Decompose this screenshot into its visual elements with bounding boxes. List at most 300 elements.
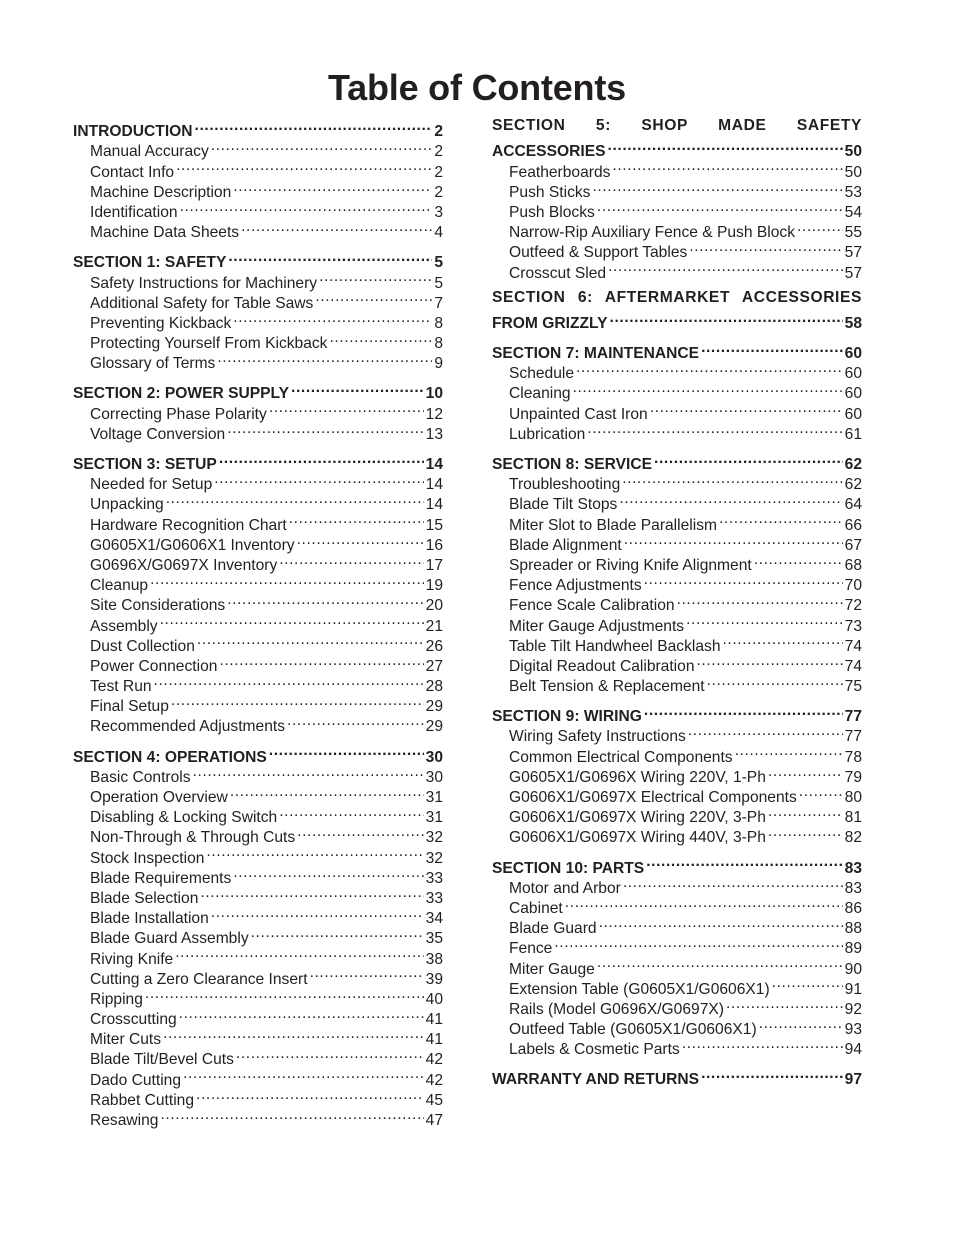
toc-page-number: 2 bbox=[434, 123, 443, 141]
toc-page-number: 42 bbox=[425, 1071, 443, 1089]
toc-page-number: 60 bbox=[844, 405, 862, 423]
toc-entry-label: Recommended Adjustments bbox=[90, 718, 286, 736]
toc-leader-dots bbox=[573, 378, 843, 398]
toc-entry-label: G0606X1/G0697X Wiring 440V, 3-Ph bbox=[509, 829, 766, 847]
toc-leader-dots bbox=[160, 1105, 423, 1125]
toc-leader-dots bbox=[677, 590, 843, 610]
toc-section-title: SECTION 2: POWER SUPPLY bbox=[73, 385, 290, 403]
toc-entry-label: Miter Gauge bbox=[509, 960, 595, 978]
toc-page-number: 27 bbox=[425, 657, 443, 675]
toc-entry-label: Miter Cuts bbox=[90, 1031, 162, 1049]
toc-page-number: 2 bbox=[434, 183, 443, 201]
toc-leader-dots bbox=[211, 136, 433, 156]
toc-entry-label: Identification bbox=[90, 203, 178, 221]
toc-leader-dots bbox=[689, 237, 842, 257]
toc-leader-dots bbox=[619, 489, 842, 509]
toc-leader-dots bbox=[154, 671, 424, 691]
toc-page-number: 55 bbox=[844, 224, 862, 242]
toc-page-number: 10 bbox=[425, 385, 443, 403]
toc-entry-label: Additional Safety for Table Saws bbox=[90, 294, 314, 312]
toc-leader-dots bbox=[726, 994, 843, 1014]
toc-page-number: 82 bbox=[844, 829, 862, 847]
toc-section-title: SECTION 4: OPERATIONS bbox=[73, 748, 267, 766]
toc-entry-label: Stock Inspection bbox=[90, 849, 205, 867]
toc-entry-label: Featherboards bbox=[509, 163, 611, 181]
toc-section bbox=[492, 701, 862, 847]
toc-page-number: 66 bbox=[844, 516, 862, 534]
toc-leader-dots bbox=[799, 782, 843, 802]
toc-entry-label: Blade Alignment bbox=[509, 536, 622, 554]
toc-page-number: 21 bbox=[425, 617, 443, 635]
toc-entry-label: Common Electrical Components bbox=[509, 748, 733, 766]
toc-leader-dots bbox=[608, 136, 843, 156]
toc-leader-dots bbox=[219, 449, 424, 469]
toc-page-number: 38 bbox=[425, 950, 443, 968]
toc-entry-label: Crosscutting bbox=[90, 1011, 177, 1029]
toc-page-number: 4 bbox=[434, 224, 443, 242]
toc-section-entry[interactable] bbox=[492, 136, 862, 161]
toc-leader-dots bbox=[565, 893, 843, 913]
toc-entry-label: Ripping bbox=[90, 990, 143, 1008]
toc-page-number: 15 bbox=[425, 516, 443, 534]
toc-entry-label: Motor and Arbor bbox=[509, 879, 621, 897]
toc-entry-label: Schedule bbox=[509, 365, 575, 383]
toc-leader-dots bbox=[233, 308, 432, 328]
toc-entry-label: Blade Guard Assembly bbox=[90, 930, 249, 948]
toc-page-number: 20 bbox=[425, 597, 443, 615]
toc-section-entry[interactable] bbox=[73, 247, 443, 272]
toc-page-number: 28 bbox=[425, 678, 443, 696]
toc-leader-dots bbox=[644, 701, 843, 721]
toc-page-number: 7 bbox=[434, 294, 443, 312]
toc-section-title: SECTION 7: MAINTENANCE bbox=[492, 345, 700, 363]
toc-entry-label: Blade Tilt/Bevel Cuts bbox=[90, 1051, 234, 1069]
toc-entry-label: Outfeed Table (G0605X1/G0606X1) bbox=[509, 1021, 757, 1039]
toc-entry-label: Fence Adjustments bbox=[509, 577, 642, 595]
toc-leader-dots bbox=[175, 943, 423, 963]
toc-leader-dots bbox=[279, 550, 423, 570]
toc-leader-dots bbox=[623, 873, 843, 893]
toc-leader-dots bbox=[200, 883, 423, 903]
toc-leader-dots bbox=[227, 419, 423, 439]
toc-leader-dots bbox=[269, 398, 424, 418]
toc-leader-dots bbox=[682, 1034, 843, 1054]
toc-page-number: 90 bbox=[844, 960, 862, 978]
toc-page-number: 45 bbox=[425, 1091, 443, 1109]
toc-page-number: 40 bbox=[425, 990, 443, 1008]
toc-entry-label: Cabinet bbox=[509, 899, 563, 917]
toc-leader-dots bbox=[183, 1064, 424, 1084]
toc-entry-label: Rails (Model G0696X/G0697X) bbox=[509, 1000, 724, 1018]
toc-page-number: 67 bbox=[844, 536, 862, 554]
toc-page-number: 73 bbox=[844, 617, 862, 635]
toc-page-number: 57 bbox=[844, 244, 862, 262]
toc-left-column bbox=[73, 116, 443, 1135]
toc-page-number: 31 bbox=[425, 809, 443, 827]
toc-leader-dots bbox=[287, 711, 424, 731]
toc-leader-dots bbox=[768, 762, 843, 782]
toc-page-number: 2 bbox=[434, 143, 443, 161]
toc-entry-label: Fence bbox=[509, 940, 553, 958]
toc-entry-label: Operation Overview bbox=[90, 789, 228, 806]
toc-page-number: 31 bbox=[425, 789, 443, 806]
toc-leader-dots bbox=[592, 177, 842, 197]
toc-leader-dots bbox=[610, 308, 843, 328]
toc-entry-label: Crosscut Sled bbox=[509, 264, 607, 282]
toc-page-number: 61 bbox=[844, 425, 862, 443]
toc-section-title: WARRANTY AND RETURNS bbox=[492, 1071, 700, 1089]
toc-page-number: 77 bbox=[844, 708, 862, 726]
toc-section-title: SECTION 9: WIRING bbox=[492, 708, 642, 726]
toc-entry-label: Fence Scale Calibration bbox=[509, 597, 675, 615]
toc-entry-label: Wiring Safety Instructions bbox=[509, 728, 686, 746]
toc-page-number: 13 bbox=[425, 425, 443, 443]
toc-entry-label: Push Blocks bbox=[509, 203, 595, 221]
toc-entry-label: Table Tilt Handwheel Backlash bbox=[509, 637, 721, 655]
toc-page-number: 89 bbox=[844, 940, 862, 958]
toc-page-number: 81 bbox=[844, 809, 862, 827]
toc-section-entry[interactable] bbox=[492, 449, 862, 473]
toc-leader-dots bbox=[171, 691, 424, 711]
toc-section-title: SECTION 1: SAFETY bbox=[73, 254, 227, 272]
toc-leader-dots bbox=[297, 530, 424, 550]
toc-page-number: 30 bbox=[425, 768, 443, 786]
toc-entry-label: Troubleshooting bbox=[509, 476, 621, 494]
toc-leader-dots bbox=[214, 469, 423, 489]
toc-page-number: 88 bbox=[844, 920, 862, 938]
toc-leader-dots bbox=[319, 267, 432, 287]
toc-entry-label: Extension Table (G0605X1/G0606X1) bbox=[509, 980, 770, 998]
toc-section-entry[interactable] bbox=[492, 308, 862, 332]
toc-page-number: 47 bbox=[425, 1112, 443, 1129]
toc-entry-label: Blade Selection bbox=[90, 889, 199, 907]
toc-section bbox=[73, 247, 443, 373]
toc-leader-dots bbox=[597, 197, 843, 217]
toc-entry-label: Site Considerations bbox=[90, 597, 226, 615]
toc-page-number: 77 bbox=[844, 728, 862, 746]
toc-entry-label: Outfeed & Support Tables bbox=[509, 244, 688, 262]
toc-page-number: 50 bbox=[844, 163, 862, 181]
toc-page-number: 8 bbox=[434, 314, 443, 332]
toc-leader-dots bbox=[701, 1064, 843, 1084]
toc-page-number: 78 bbox=[844, 748, 862, 766]
toc-leader-dots bbox=[554, 933, 842, 953]
toc-page-number: 5 bbox=[434, 254, 443, 272]
toc-page-number: 32 bbox=[425, 849, 443, 867]
toc-section-entry[interactable] bbox=[492, 701, 862, 726]
toc-page-number: 94 bbox=[844, 1041, 862, 1059]
toc-page-number: 93 bbox=[844, 1021, 862, 1039]
toc-leader-dots bbox=[279, 802, 423, 822]
toc-leader-dots bbox=[622, 469, 842, 489]
toc-page-number: 62 bbox=[844, 456, 862, 473]
toc-entry-label: Hardware Recognition Chart bbox=[90, 516, 287, 534]
toc-page-number: 8 bbox=[434, 335, 443, 353]
toc-page-number: 68 bbox=[844, 556, 862, 574]
toc-entry-label: Safety Instructions for Machinery bbox=[90, 274, 318, 292]
toc-right-column bbox=[492, 116, 862, 1094]
toc-leader-dots bbox=[227, 590, 423, 610]
toc-page-number: 41 bbox=[425, 1011, 443, 1029]
toc-page-number: 58 bbox=[844, 314, 862, 332]
toc-leader-dots bbox=[217, 348, 432, 368]
toc-leader-dots bbox=[166, 489, 424, 509]
toc-page-number: 70 bbox=[844, 577, 862, 595]
toc-leader-dots bbox=[597, 953, 843, 973]
toc-leader-dots bbox=[160, 610, 424, 630]
toc-entry-label: Miter Slot to Blade Parallelism bbox=[509, 516, 717, 534]
toc-section-title: ACCESSORIES bbox=[492, 143, 606, 161]
toc-page-number: 53 bbox=[844, 183, 862, 201]
toc-section bbox=[492, 852, 862, 1059]
toc-page-number: 19 bbox=[425, 577, 443, 595]
toc-section-title-line[interactable]: SECTION 5: SHOP MADE SAFETY bbox=[492, 117, 862, 134]
toc-page-number: 14 bbox=[425, 496, 443, 514]
toc-leader-dots bbox=[797, 217, 843, 237]
toc-page-number: 79 bbox=[844, 768, 862, 786]
toc-leader-dots bbox=[315, 288, 432, 308]
toc-leader-dots bbox=[289, 509, 424, 529]
toc-page-number: 60 bbox=[844, 345, 862, 363]
toc-leader-dots bbox=[644, 570, 843, 590]
toc-leader-dots bbox=[759, 1014, 843, 1034]
toc-leader-dots bbox=[228, 247, 432, 267]
toc-leader-dots bbox=[768, 822, 843, 842]
toc-leader-dots bbox=[211, 903, 424, 923]
toc-entry-label: Narrow-Rip Auxiliary Fence & Push Block bbox=[509, 224, 795, 242]
toc-entry-label: Dado Cutting bbox=[90, 1071, 182, 1089]
toc-entry-label: Labels & Cosmetic Parts bbox=[509, 1041, 680, 1059]
toc-entry-label: Blade Guard bbox=[509, 920, 597, 938]
toc-entry-label: Spreader or Riving Knife Alignment bbox=[509, 556, 752, 574]
toc-page-number: 29 bbox=[425, 698, 443, 716]
toc-leader-dots bbox=[176, 156, 432, 176]
toc-leader-dots bbox=[233, 177, 432, 197]
toc-leader-dots bbox=[646, 852, 842, 872]
toc-section-entry[interactable] bbox=[73, 378, 443, 403]
toc-section bbox=[492, 338, 862, 443]
toc-entry-label: G0605X1/G0696X Wiring 220V, 1-Ph bbox=[509, 768, 766, 786]
toc-leader-dots bbox=[754, 550, 843, 570]
toc-entry-label: Cleanup bbox=[90, 577, 149, 595]
toc-page-number: 30 bbox=[425, 748, 443, 766]
toc-page-number: 12 bbox=[425, 405, 443, 423]
toc-entry-label: G0696X/G0697X Inventory bbox=[90, 556, 278, 574]
toc-entry-label: Belt Tension & Replacement bbox=[509, 678, 705, 696]
toc-leader-dots bbox=[310, 964, 424, 984]
toc-leader-dots bbox=[735, 741, 843, 761]
toc-leader-dots bbox=[697, 651, 843, 671]
toc-section-entry[interactable] bbox=[73, 449, 443, 473]
toc-entry-label: Cleaning bbox=[509, 385, 571, 403]
toc-leader-dots bbox=[230, 782, 424, 802]
toc-page-number: 26 bbox=[425, 637, 443, 655]
toc-entry-label: Machine Data Sheets bbox=[90, 224, 240, 242]
toc-leader-dots bbox=[707, 671, 843, 691]
toc-leader-dots bbox=[701, 338, 843, 358]
toc-page-number: 91 bbox=[844, 980, 862, 998]
toc-leader-dots bbox=[251, 923, 424, 943]
page-title: Table of Contents bbox=[328, 67, 626, 108]
toc-leader-dots bbox=[236, 1044, 424, 1064]
toc-leader-dots bbox=[145, 984, 424, 1004]
toc-leader-dots bbox=[624, 530, 843, 550]
toc-section-entry[interactable] bbox=[73, 116, 443, 141]
toc-entry-label: Blade Tilt Stops bbox=[509, 496, 618, 514]
toc-page-number: 39 bbox=[425, 970, 443, 988]
toc-section-title: FROM GRIZZLY bbox=[492, 314, 608, 332]
toc-leader-dots bbox=[599, 913, 843, 933]
toc-entry-label: Lubrication bbox=[509, 425, 586, 443]
toc-section bbox=[492, 1064, 862, 1089]
toc-leader-dots bbox=[219, 651, 423, 671]
toc-page-number: 34 bbox=[425, 910, 443, 928]
toc-entry-label: Contact Info bbox=[90, 163, 175, 181]
toc-leader-dots bbox=[686, 610, 843, 630]
toc-section bbox=[492, 116, 862, 282]
toc-entry-label: Test Run bbox=[90, 678, 152, 696]
toc-section bbox=[73, 741, 443, 1129]
toc-leader-dots bbox=[197, 631, 424, 651]
toc-page-number: 5 bbox=[434, 274, 443, 292]
toc-leader-dots bbox=[150, 570, 424, 590]
toc-page-number: 92 bbox=[844, 1000, 862, 1018]
toc-page-number: 14 bbox=[425, 456, 443, 473]
toc-page-number: 17 bbox=[425, 556, 443, 574]
toc-entry-label: Dust Collection bbox=[90, 637, 195, 655]
toc-leader-dots bbox=[650, 398, 843, 418]
toc-page-number: 64 bbox=[844, 496, 862, 514]
toc-entry-label: Assembly bbox=[90, 617, 158, 635]
toc-entry-label: Riving Knife bbox=[90, 950, 174, 968]
toc-page-number: 41 bbox=[425, 1031, 443, 1049]
toc-section bbox=[492, 449, 862, 696]
toc-page-number: 32 bbox=[425, 829, 443, 847]
toc-page-number: 74 bbox=[844, 657, 862, 675]
toc-entry-label: Digital Readout Calibration bbox=[509, 657, 695, 675]
toc-page-number: 14 bbox=[425, 476, 443, 494]
toc-leader-dots bbox=[772, 974, 843, 994]
toc-entry-label: Protecting Yourself From Kickback bbox=[90, 335, 328, 353]
toc-entry-label: Blade Requirements bbox=[90, 869, 232, 887]
toc-leader-dots bbox=[195, 116, 433, 136]
toc-page-number: 83 bbox=[844, 859, 862, 877]
toc-entry-label: Non-Through & Through Cuts bbox=[90, 829, 296, 847]
toc-page-number: 74 bbox=[844, 637, 862, 655]
toc-leader-dots bbox=[180, 197, 433, 217]
toc-section-entry[interactable] bbox=[492, 338, 862, 363]
toc-section-title: SECTION 8: SERVICE bbox=[492, 456, 653, 473]
toc-entry-label: G0606X1/G0697X Wiring 220V, 3-Ph bbox=[509, 809, 766, 827]
toc-page-number: 50 bbox=[844, 143, 862, 161]
toc-leader-dots bbox=[241, 217, 432, 237]
toc-leader-dots bbox=[206, 842, 423, 862]
toc-entry-label: G0606X1/G0697X Electrical Components bbox=[509, 789, 797, 806]
toc-entry-label: Disabling & Locking Switch bbox=[90, 809, 278, 827]
toc-page-number: 60 bbox=[844, 365, 862, 383]
toc-page-number: 9 bbox=[434, 355, 443, 373]
toc-entry-label: Machine Description bbox=[90, 183, 232, 201]
toc-page-number: 42 bbox=[425, 1051, 443, 1069]
toc-leader-dots bbox=[179, 1004, 424, 1024]
toc-page-number: 33 bbox=[425, 889, 443, 907]
toc-entry-label: Miter Gauge Adjustments bbox=[509, 617, 685, 635]
toc-entry-label: Resawing bbox=[90, 1112, 159, 1129]
toc-leader-dots bbox=[269, 741, 424, 761]
toc-leader-dots bbox=[163, 1024, 424, 1044]
toc-section-entry[interactable] bbox=[492, 852, 862, 877]
toc-entry-label: G0605X1/G0606X1 Inventory bbox=[90, 536, 295, 554]
toc-page-number: 57 bbox=[844, 264, 862, 282]
toc-page-number: 35 bbox=[425, 930, 443, 948]
toc-entry-label: Blade Installation bbox=[90, 910, 209, 928]
toc-leader-dots bbox=[654, 449, 843, 469]
toc-page-number: 62 bbox=[844, 476, 862, 494]
toc-page-number: 80 bbox=[844, 789, 862, 806]
toc-entry-label: Rabbet Cutting bbox=[90, 1091, 195, 1109]
toc-entry-label: Basic Controls bbox=[90, 768, 191, 786]
toc-entry-label: Power Connection bbox=[90, 657, 218, 675]
toc-page-number: 16 bbox=[425, 536, 443, 554]
toc-leader-dots bbox=[576, 358, 843, 378]
toc-entry-label: Cutting a Zero Clearance Insert bbox=[90, 970, 308, 988]
toc-leader-dots bbox=[233, 863, 423, 883]
toc-section bbox=[73, 378, 443, 443]
toc-section bbox=[492, 288, 862, 332]
toc-leader-dots bbox=[688, 721, 843, 741]
toc-section bbox=[73, 116, 443, 242]
toc-page-number: 86 bbox=[844, 899, 862, 917]
toc-leader-dots bbox=[723, 631, 843, 651]
toc-section-title: SECTION 3: SETUP bbox=[73, 456, 217, 473]
toc-page-number: 72 bbox=[844, 597, 862, 615]
toc-leader-dots bbox=[291, 378, 424, 398]
toc-section-entry[interactable] bbox=[73, 741, 443, 766]
toc-entry-label: Unpacking bbox=[90, 496, 164, 514]
toc-leader-dots bbox=[608, 257, 843, 277]
toc-section-title: SECTION 10: PARTS bbox=[492, 859, 645, 877]
toc-leader-dots bbox=[768, 802, 843, 822]
toc-entry-label: Unpainted Cast Iron bbox=[509, 405, 648, 423]
toc-leader-dots bbox=[587, 419, 842, 439]
toc-page-number: 29 bbox=[425, 718, 443, 736]
toc-page-number: 2 bbox=[434, 163, 443, 181]
toc-page-number: 33 bbox=[425, 869, 443, 887]
toc-leader-dots bbox=[193, 762, 424, 782]
toc-section-title-line[interactable]: SECTION 6: AFTERMARKET ACCESSORIES bbox=[492, 288, 862, 306]
toc-leader-dots bbox=[297, 822, 424, 842]
toc-leader-dots bbox=[612, 156, 842, 176]
toc-entry-label: Preventing Kickback bbox=[90, 314, 232, 332]
toc-page-number: 60 bbox=[844, 385, 862, 403]
toc-entry-label: Final Setup bbox=[90, 698, 169, 716]
toc-entry-label: Correcting Phase Polarity bbox=[90, 405, 267, 423]
toc-page-number: 3 bbox=[434, 203, 443, 221]
toc-page-number: 75 bbox=[844, 678, 862, 696]
toc-page-number: 83 bbox=[844, 879, 862, 897]
toc-page-number: 54 bbox=[844, 203, 862, 221]
toc-leader-dots bbox=[196, 1085, 424, 1105]
toc-entry-label: Manual Accuracy bbox=[90, 143, 209, 161]
toc-entry-label: Needed for Setup bbox=[90, 476, 213, 494]
toc-section bbox=[73, 449, 443, 736]
toc-leader-dots bbox=[719, 509, 843, 529]
toc-section-entry[interactable] bbox=[492, 1064, 862, 1089]
toc-entry-label: Voltage Conversion bbox=[90, 425, 226, 443]
toc-section-title: INTRODUCTION bbox=[73, 123, 193, 141]
toc-page-number: 97 bbox=[844, 1071, 862, 1089]
toc-leader-dots bbox=[329, 328, 432, 348]
